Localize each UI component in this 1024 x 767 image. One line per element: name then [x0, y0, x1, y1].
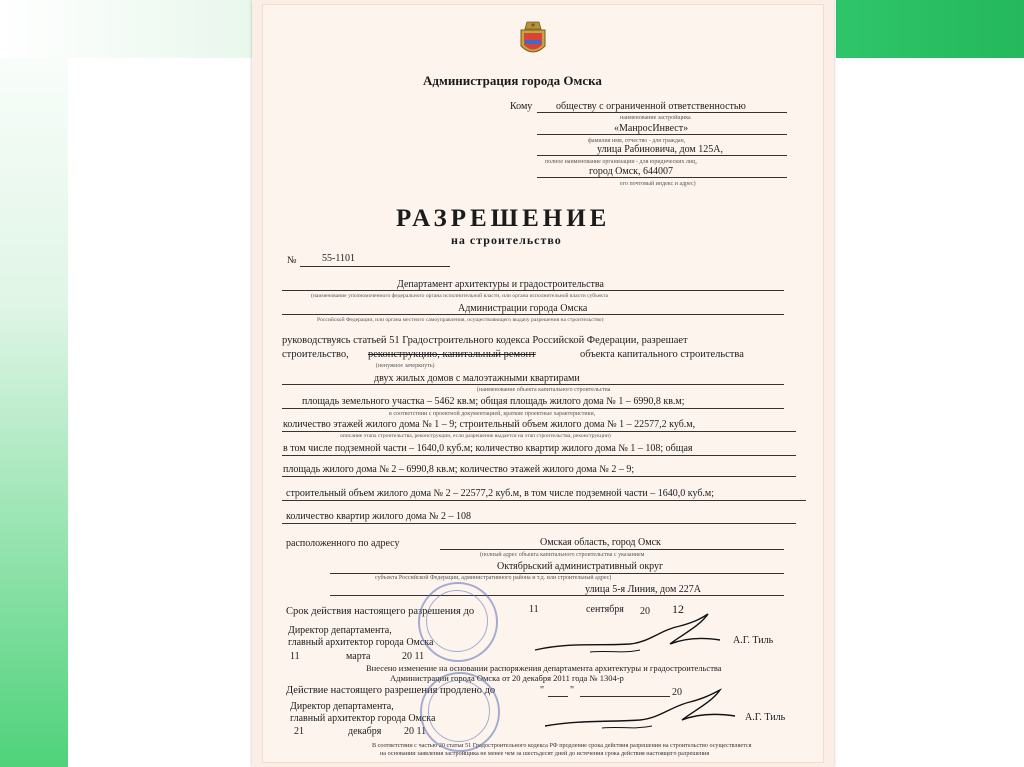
signer-2-date-year: 20 11	[404, 726, 427, 737]
address-street: улица 5-я Линия, дом 227А	[585, 584, 702, 595]
signer-1-post: Директор департамента,	[288, 625, 392, 636]
works-type-label: строительство,	[282, 349, 349, 360]
signer-1-date-day: 11	[290, 651, 300, 662]
works-type-struck: реконструкцию, капитальный ремонт	[368, 349, 536, 360]
official-stamp-top-inner	[426, 590, 488, 652]
object-name: двух жилых домов с малоэтажными квартирами	[374, 373, 580, 384]
characteristics-line-5: строительный объем жилого дома № 2 – 22577,2 куб.м, в том числе подземной части – 1640,0 куб.м;	[286, 488, 715, 499]
validity-year: 12	[672, 602, 684, 616]
recipient-name-hint: наименование застройщика	[620, 115, 691, 121]
address-label: расположенного по адресу	[286, 538, 400, 549]
permit-number-label: №	[287, 255, 297, 266]
extension-year-prefix: 20	[672, 687, 682, 698]
official-stamp-bottom-inner	[428, 680, 490, 742]
signer-2-post: Директор департамента,	[290, 701, 394, 712]
validity-month: сентября	[586, 604, 624, 615]
signer-2-post-2: главный архитектор города Омска	[290, 713, 436, 724]
change-note-line-1: Внесено изменение на основании распоряжения департамента архитектуры и градостроительства	[366, 663, 722, 673]
top-left-banner	[0, 0, 255, 58]
object-name-hint: (наименование объекта капитального строительства	[477, 387, 611, 393]
document-title: РАЗРЕШЕНИЕ	[396, 205, 611, 232]
recipient-city: город Омск, 644007	[589, 166, 673, 177]
recipient-name: обществу с ограниченной ответственностью	[556, 101, 746, 112]
signer-1-post-2: главный архитектор города Омска	[288, 637, 434, 648]
extension-quote-close: "	[570, 685, 575, 696]
permit-number: 55-1101	[322, 253, 355, 264]
green-top-right-banner	[836, 0, 1024, 58]
characteristics-hint-1: в соответствии с проектной документацией, краткие проектные характеристики,	[389, 411, 596, 417]
address-region-city: Омская область, город Омск	[540, 537, 661, 548]
legal-basis-line: руководствуясь статьей 51 Градостроительного кодекса Российской Федерации, разрешает	[282, 335, 688, 346]
characteristics-line-6: количество квартир жилого дома № 2 – 108	[286, 511, 471, 522]
green-gradient-left-bar	[0, 0, 68, 767]
department-hint: (наименование уполномоченного федерального органа исполнительной власти, или органа исполнительной власти субъекта	[311, 293, 608, 299]
address-hint-1: (полный адрес объекта капитального строительства с указанием	[480, 552, 645, 558]
administration-hint: Российской Федерации, или органа местного самоуправления, осуществляющего выдачу разрешения на строительство)	[317, 317, 604, 323]
works-type-hint: (ненужное зачеркнуть)	[376, 363, 435, 369]
address-district: Октябрьский административный округ	[497, 561, 664, 572]
signature-1	[530, 610, 730, 662]
works-type-object: объекта капитального строительства	[580, 349, 744, 360]
characteristics-hint-2: описание этапа строительства, реконструкции, если разрешение выдается на этап строительства, реконструкции)	[340, 433, 611, 439]
signer-2-name: А.Г. Тиль	[745, 712, 786, 723]
department-name: Департамент архитектуры и градостроительства	[397, 279, 604, 290]
issuing-authority: Администрация города Омска	[423, 73, 602, 88]
validity-day: 11	[529, 604, 539, 615]
characteristics-line-2: количество этажей жилого дома № 1 – 9; строительный объем жилого дома № 1 – 22577,2 куб.м,	[283, 419, 696, 430]
recipient-company: «МанросИнвест»	[614, 123, 689, 134]
footer-note-1: В соответствии с частью 20 статьи 51 Градостроительного кодекса РФ продление срока действия разрешения на строительство осуществляется	[372, 742, 752, 749]
recipient-label: Кому	[510, 101, 533, 112]
characteristics-line-1: площадь земельного участка – 5462 кв.м; общая площадь жилого дома № 1 – 6990,8 кв.м;	[302, 396, 685, 407]
validity-label: Срок действия настоящего разрешения до	[286, 606, 475, 617]
extension-quote-open: "	[540, 685, 545, 696]
recipient-city-hint: его почтовый индекс и адрес)	[620, 181, 696, 187]
characteristics-line-3: в том числе подземной части – 1640,0 куб.м; количество квартир жилого дома № 1 – 108; общая	[283, 443, 693, 454]
signer-2-date-day: 21	[294, 726, 304, 737]
extension-label: Действие настоящего разрешения продлено до	[286, 685, 496, 696]
signer-1-date-month: марта	[346, 651, 371, 662]
address-hint-2: субъекта Российской Федерации, административного района и т.д. или строительный адрес)	[375, 575, 612, 581]
validity-year-prefix: 20	[640, 606, 650, 617]
signer-2-date-month: декабря	[348, 726, 382, 737]
footer-note-2: на основании заявления застройщика не менее чем за шестьдесят дней до истечения срока действия настоящего разрешения	[380, 750, 710, 757]
coat-of-arms-icon	[516, 20, 550, 60]
signature-2	[540, 686, 740, 738]
administration-name: Администрации города Омска	[458, 303, 588, 314]
recipient-company-hint: фамилия имя, отчество - для граждан,	[588, 138, 686, 144]
characteristics-line-4: площадь жилого дома № 2 – 6990,8 кв.м; количество этажей жилого дома № 2 – 9;	[283, 464, 635, 475]
signer-1-date-year: 20 11	[402, 651, 425, 662]
recipient-street-hint: полное наименование организации - для юридических лиц,	[545, 159, 697, 165]
recipient-street: улица Рабиновича, дом 125А,	[597, 144, 723, 155]
change-note-line-2: Администрации города Омска от 20 декабря 2011 года № 1304-р	[390, 673, 624, 683]
document-subtitle: на строительство	[451, 233, 562, 247]
signer-1-name: А.Г. Тиль	[733, 635, 774, 646]
